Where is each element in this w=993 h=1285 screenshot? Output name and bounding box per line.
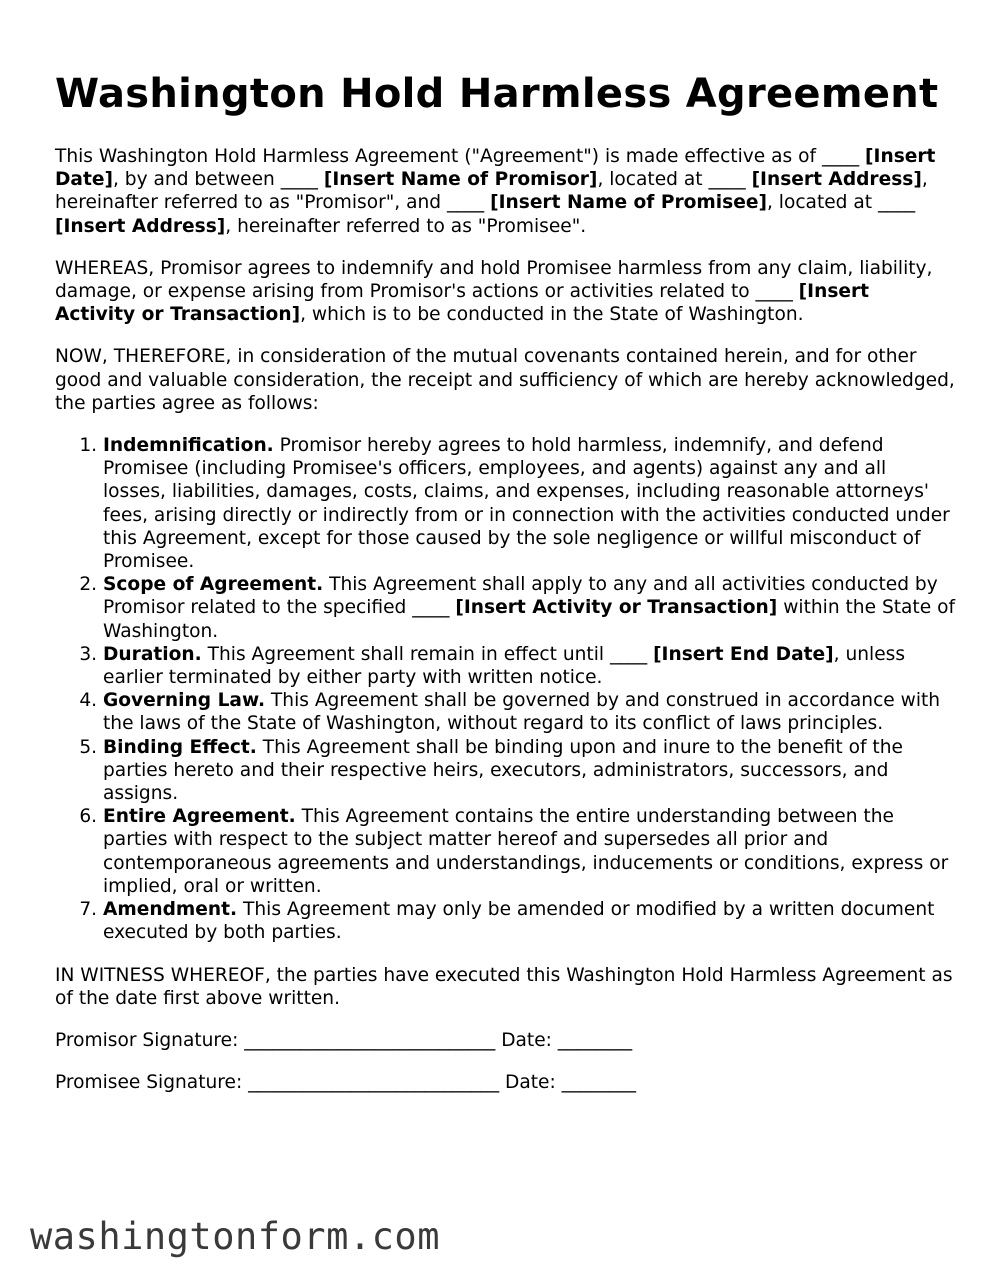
- insert-date-placeholder: [Insert Date]: [55, 146, 936, 191]
- insert-promisor-name-placeholder: [Insert Name of Promisor]: [323, 169, 598, 191]
- clause-entire-agreement: [103, 805, 955, 898]
- whereas-paragraph: [55, 257, 955, 327]
- clause-binding-effect: [103, 736, 955, 806]
- clause-text: This Agreement shall be binding upon and inure to the benefit of the parties hereto and their respective heirs, executors, administrators, successors, and assigns.: [103, 736, 903, 805]
- document-title: Washington Hold Harmless Agreement: [55, 71, 939, 117]
- witness-paragraph: IN WITNESS WHEREOF, the parties have executed this Washington Hold Harmless Agreement as of the date first above written.: [55, 964, 953, 1009]
- intro-text-6: , hereinafter referred to as "Promisee".: [225, 215, 587, 237]
- insert-promisee-name-placeholder: [Insert Name of Promisee]: [490, 192, 767, 214]
- clause-text: This Agreement shall apply to any and all activities conducted by Promisor related to the specified ____: [103, 574, 938, 619]
- now-therefore-paragraph: NOW, THEREFORE, in consideration of the mutual covenants contained herein, and for other good and valuable consideration, the receipt and sufficiency of which are hereby acknowledged, the parties agree as follows:: [55, 346, 955, 414]
- whereas-text-1: WHEREAS, Promisor agrees to indemnify and hold Promisee harmless from any claim, liability, damage, or expense arising from Promisor's actions or activities related to ____: [55, 257, 933, 303]
- clause-text: This Agreement may only be amended or modified by a written document executed by both parties.: [103, 899, 935, 944]
- intro-text-1: This Washington Hold Harmless Agreement ("Agreement") is made effective as of ____: [55, 146, 866, 167]
- document-page: [55, 70, 955, 1113]
- clause-governing-law: [103, 689, 955, 735]
- insert-promisor-address-placeholder: [Insert Address]: [751, 169, 922, 191]
- footer-watermark: washingtonform.com: [30, 1215, 440, 1258]
- clause-text: within the State of Washington.: [103, 597, 955, 642]
- insert-activity-placeholder: [Insert Activity or Transaction]: [455, 597, 778, 619]
- clauses-list: [55, 434, 955, 944]
- clause-heading: Binding Effect.: [103, 736, 257, 758]
- intro-text-5: , located at ____: [766, 192, 916, 214]
- promisor-signature-line: Promisor Signature: ___________________________ Date: ________: [55, 1029, 633, 1051]
- whereas-text-2: , which is to be conducted in the State of Washington.: [300, 304, 804, 326]
- clause-heading: Amendment.: [103, 899, 238, 921]
- insert-promisee-address-placeholder: [Insert Address]: [55, 215, 226, 237]
- intro-text-2: , by and between ____: [112, 169, 324, 191]
- clause-heading: Scope of Agreement.: [103, 574, 324, 596]
- insert-activity-placeholder: [Insert Activity or Transaction]: [55, 281, 870, 326]
- clause-heading: Duration.: [103, 643, 202, 665]
- clause-heading: Entire Agreement.: [103, 806, 296, 828]
- clause-text: , unless earlier terminated by either party with written notice.: [103, 643, 906, 689]
- intro-paragraph: [55, 145, 955, 238]
- clause-heading: Indemnification.: [103, 435, 274, 457]
- clause-amendment: [103, 898, 955, 944]
- intro-text-4: , hereinafter referred to as "Promisor", and ____: [55, 169, 928, 214]
- clause-duration: [103, 643, 955, 689]
- clause-text: This Agreement shall be governed by and construed in accordance with the laws of the State of Washington, without regard to its conflict of laws principles.: [103, 690, 941, 735]
- clause-text: This Agreement contains the entire understanding between the parties with respect to the subject matter hereof and supersedes all prior and contemporaneous agreements and understandings, inducements or conditions, express or implied, oral or written.: [103, 806, 949, 897]
- clause-text: This Agreement shall remain in effect until ____: [201, 643, 654, 665]
- clause-indemnification: [103, 434, 955, 573]
- insert-end-date-placeholder: [Insert End Date]: [653, 643, 834, 665]
- intro-text-3: , located at ____: [597, 169, 752, 191]
- promisee-signature-line: Promisee Signature: ___________________________ Date: ________: [55, 1072, 637, 1094]
- clause-text: Promisor hereby agrees to hold harmless, indemnify, and defend Promisee (including Promisee's officers, employees, and agents) against any and all losses, liabilities, damages, costs, claims, and expenses, including reasonable attorneys' fees, arising directly or indirectly from or in connection with the activities conducted under this Agreement, except for those caused by the sole negligence or willful misconduct of Promisee.: [103, 435, 950, 573]
- clause-heading: Governing Law.: [103, 690, 266, 712]
- clause-scope: [103, 573, 955, 643]
